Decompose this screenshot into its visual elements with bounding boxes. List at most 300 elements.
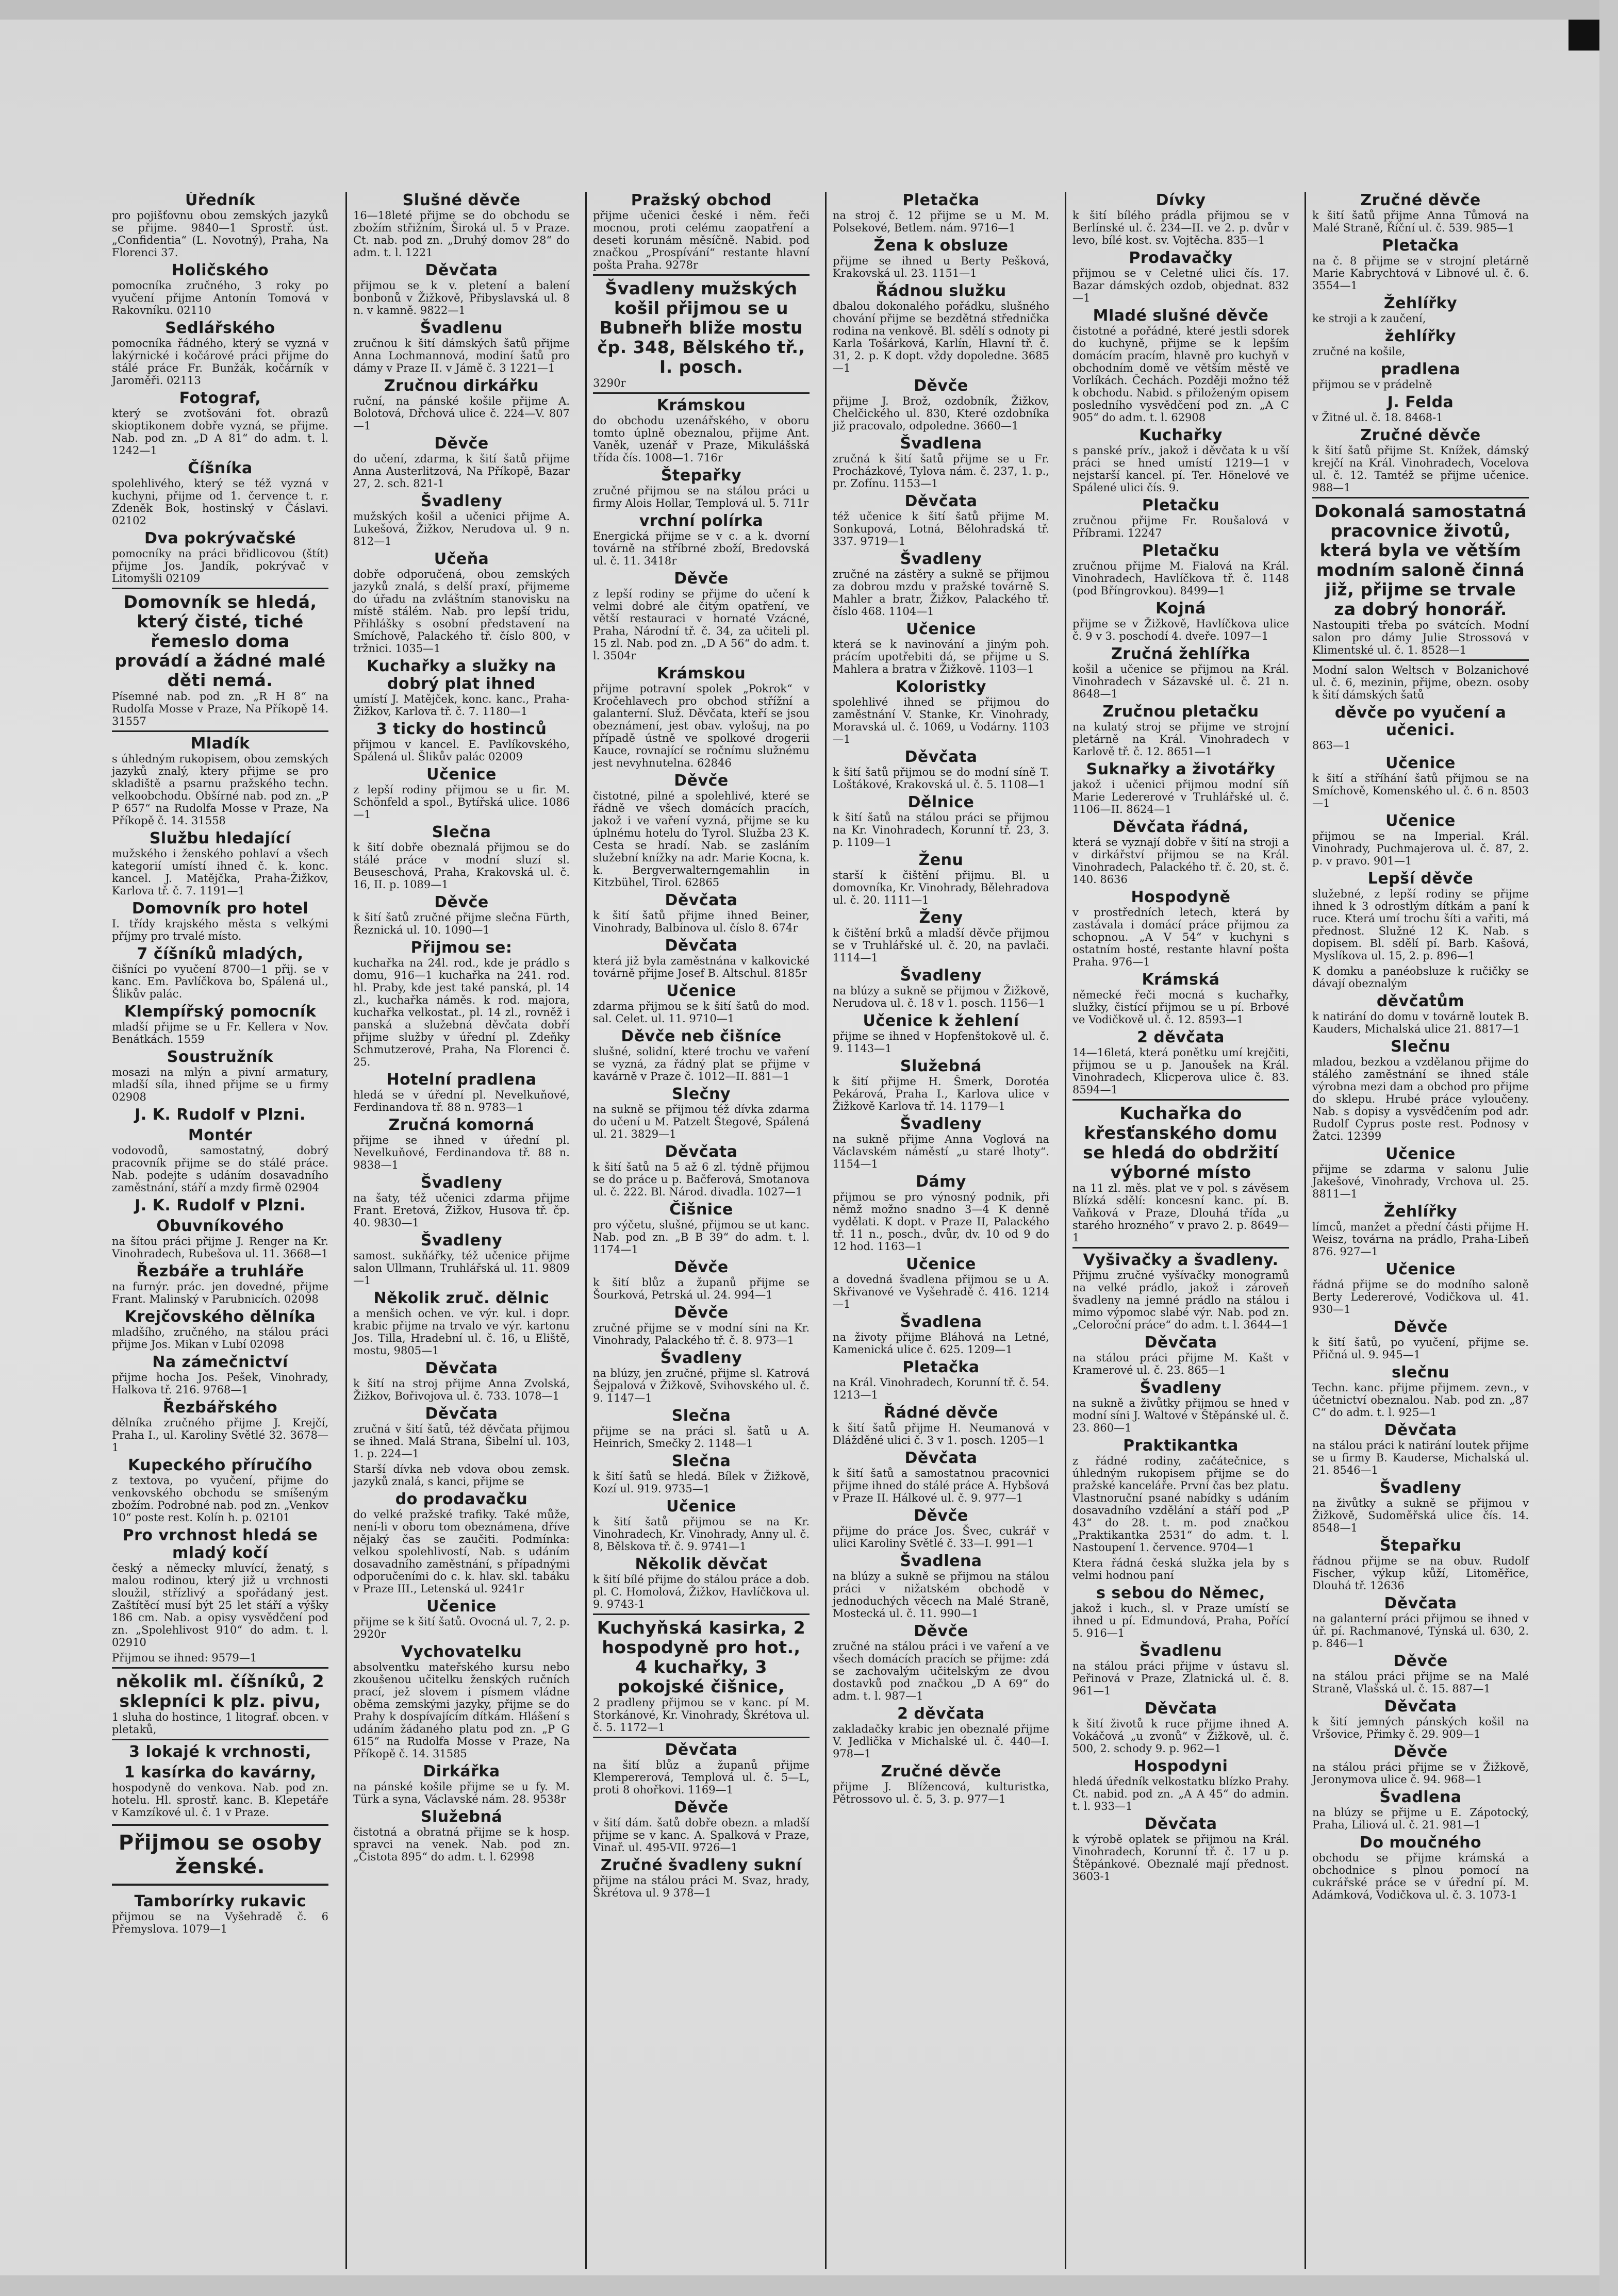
column-4-ads [827, 192, 1054, 1805]
ad-heading: Děvče [914, 1622, 968, 1640]
classified-ad [1312, 1789, 1529, 1831]
ad-heading: Slečnu [1391, 1038, 1450, 1056]
classified-ad [112, 1354, 328, 1396]
classified-ad [1312, 1537, 1529, 1592]
ad-body: absolventku mateřského kursu nebo zkoušenou učitelku ženských ručních prací, jež slovem i písmem vládne oběma zemskými jazyky, přijme se do Prahy k dospívajícím dítkám. Hlášení s udáním žádaného platu pod zn. „P G 615“ na Rudolfa Mosse v Praze, Na Příkopě č. 14. 31585 [353, 1661, 570, 1760]
ad-heading: Vychovatelku [401, 1643, 522, 1661]
column-4 [825, 192, 1054, 2269]
ad-heading: Fotograf, [179, 389, 261, 407]
ad-body: přijmou se k v. pletení a balení bonbonů v Žižkově, Přibyslavská ul. 8 n. v kamně. 9822—1 [353, 279, 570, 317]
ad-heading: Učenice [666, 1498, 736, 1516]
ad-heading: Děvčata [1144, 1700, 1217, 1718]
ad-heading: Řádné děvče [884, 1404, 998, 1422]
ad-body: pro pojišťovnu obou zemských jazyků se přijme. 9840—1 Sprostř. úst. „Confidentia“ (L. Novotný), Praha, Na Florenci 37. [112, 209, 328, 259]
ad-heading: J. K. Rudolf v Plzni. [135, 1196, 306, 1214]
ad-body: ke stroji a k zaučení, [1312, 312, 1426, 325]
ad-body: v prostředních letech, která by zastávala i domácí práce přijmou za schopnou. „A V 54“ v kuchyni s ostatním hosté, restante hlavní pošta Praha. 976—1 [1072, 906, 1289, 968]
classified-ad [1072, 971, 1289, 1026]
ad-body: a dovedná švadlena přijmou se u A. Skřivanové ve Vyšehradě č. 416. 1214—1 [833, 1273, 1049, 1310]
classified-ad [593, 1304, 810, 1346]
classified-ad [833, 435, 1049, 490]
ad-body: ruční, na pánské košile přijme A. Bolotová, Dřchová ulice č. 224—V. 807—1 [353, 395, 570, 432]
ad-heading: Učenice [426, 1598, 497, 1616]
classified-ad [112, 1893, 328, 1935]
ad-heading: Hospodyni [1133, 1757, 1228, 1775]
registration-mark [1569, 20, 1599, 51]
ad-heading: Štepařky [661, 467, 742, 485]
ad-heading: Švadlena [900, 1552, 982, 1570]
classified-ad [353, 1405, 570, 1460]
ad-heading: Kojná [1155, 600, 1206, 618]
ad-heading: Klempířský pomocník [124, 1003, 317, 1021]
ad-body: k šití bílého prádla přijmou se v Berlínské ul. č. 234—II. ve 2. p. dvůr v levo, bílé kost. sv. Vojtěcha. 835—1 [1072, 209, 1289, 246]
classified-ad [353, 894, 570, 936]
classified-ad [833, 794, 1049, 848]
classified-ad [353, 1598, 570, 1640]
classified-ad [593, 1259, 810, 1301]
classified-ad [593, 983, 810, 1025]
ad-heading: Praktikantka [1123, 1437, 1239, 1455]
ad-heading: Děvče [674, 570, 729, 588]
classified-ad [833, 1359, 1049, 1401]
classified-ad [593, 1857, 810, 1899]
ad-heading: Děvče neb čišníce [621, 1027, 782, 1045]
ad-body: na furnýr. prác. jen dovedné, přijme Frant. Malinský v Parubnicích. 02098 [112, 1280, 328, 1305]
ad-heading: Děvčata [904, 492, 978, 510]
column-3 [585, 192, 815, 2269]
ad-heading: Děvče [434, 893, 489, 911]
classified-ad [593, 1498, 810, 1553]
ad-heading: Domovník pro hotel [131, 900, 309, 918]
classified-ad [593, 937, 810, 979]
classified-ad [593, 1613, 810, 1738]
scan-edge-bottom [0, 2275, 1618, 2296]
ad-heading: Dělnice [907, 793, 975, 811]
ad-heading: Děvčata [425, 1359, 498, 1377]
classified-ad [1072, 192, 1289, 246]
classified-ad [1072, 1642, 1289, 1697]
ad-body: do velké pražské trafiky. Také může, není-li v oboru tom obeznámena, dříve nějaký čas se zaučiti. Podmínka: velkou spolehlivostí, Nab. s udáním dosavadního zaměstnání, s případnými odporučeními do c. k. hlav. skl. tabáku v Praze III., Letenská ul. 9241r [353, 1508, 570, 1595]
ad-heading: Zručné děvče [881, 1762, 1001, 1781]
ad-heading: Děvčata [904, 748, 978, 766]
ad-body: z lepší rodiny přijmou se u fir. M. Schönfeld a spol., Bytířská ulice. 1086—1 [353, 784, 570, 821]
ad-body: zručné na zástěry a sukně se přijmou za dobrou mzdu v pražské továrně S. Mahler a bratr, Žižkov, Palackého tř. číslo 468. 1104—1 [833, 568, 1049, 618]
classified-ad [833, 621, 1049, 675]
ad-heading: Učenice [1385, 754, 1456, 772]
classified-ad [1072, 1437, 1289, 1554]
ad-body: hledá se v úřední pl. Nevelkuňové, Ferdinandova tř. 88 n. 9783—1 [353, 1089, 570, 1113]
classified-ad [353, 939, 570, 1068]
ad-body: jakož i učenici přijmou modní síň Marie Ledererové v Truhlářské ul. č. 1106—II. 8624—1 [1072, 778, 1289, 816]
classified-ad [1072, 761, 1289, 816]
ad-heading: Švadlena [900, 435, 982, 453]
ad-heading: Zručnou pletačku [1102, 703, 1259, 721]
classified-ad [593, 1028, 810, 1083]
ad-heading: Děvče [1393, 1318, 1448, 1336]
classified-ad [1312, 1203, 1529, 1258]
ad-body: pomocníka řádného, který se vyzná v lakýrnické i kočárové práci přijme do stálé práce Fr. Bunžák, kočárník v Jaroměři. 02113 [112, 337, 328, 387]
ad-body: k šití šatů přijmou se do modní síně T. Loštákové, Krakovská ul. č. 5. 1108—1 [833, 766, 1049, 791]
ad-body: na šití blůz a županů přijme Klempererová, Templová ul. č. 5—L, proti 8 ohořkovi. 1169—1 [593, 1759, 810, 1796]
ad-body: přijmou se na Imperial. Král. Vinohrady, Puchmajerova ul. č. 87, 2. p. v pravo. 901—1 [1312, 830, 1529, 867]
ad-body: k šití šatů zručné přijme slečna Fürth, Řeznická ul. 10. 1090—1 [353, 911, 570, 936]
ad-heading: Úředník [185, 192, 256, 209]
classified-ad [112, 1743, 328, 1761]
classified-ad [1312, 704, 1529, 752]
ad-heading: Děvčata [904, 1449, 978, 1467]
ad-heading: Zručnou dirkářku [384, 377, 539, 395]
ad-body: Ktera řádná česká služka jela by s velmi hodnou paní [1072, 1557, 1289, 1582]
ad-body: čistotná a obratná přijme se k hosp. spravci na venek. Nab. pod zn. „Čistota 895“ do adm. t. l. 62998 [353, 1826, 570, 1863]
ad-heading: Pletačku [1142, 542, 1220, 560]
ad-body: s úhledným rukopisem, obou zemských jazyků znalý, ktery přijme se pro skladiště a psarnu pražského techn. velkoobchodu. Obšírné nab. pod zn. „P P 657“ na Rudolfa Mosse v Praze, Na Příkopě č. 14. 31558 [112, 753, 328, 827]
ad-body: na životy přijme Bláhová na Letné, Kamenická ulice č. 625. 1209—1 [833, 1331, 1049, 1356]
ad-heading: Učeňa [434, 550, 489, 568]
classified-ad [1072, 249, 1289, 304]
ad-body: přijme J. Brož, ozdobník, Žižkov, Chelčického ul. 830, Které ozdobníka již pracovalo, odpoledne. 3660—1 [833, 395, 1049, 432]
classified-ad [1072, 1334, 1289, 1376]
ad-body: na sukně a živůtky přijmou se hned v modní síni J. Waltové v Štěpánské ul. č. 23. 860—1 [1072, 1397, 1289, 1434]
ad-body: košil a učenice se přijmou na Král. Vinohradech v Sázavské ul. č. 21 n. 8648—1 [1072, 663, 1289, 700]
ad-body: na galanterní práci přijmou se ihned v úř. pí. Rachmanové, Týnská ul. 630, 2. p. 846—1 [1312, 1612, 1529, 1650]
ad-heading: Švadleny [900, 967, 982, 985]
ad-heading: 7 číšníků mladých, [137, 945, 304, 963]
ad-body: k šití šatů přijme ihned Beiner, Vinohrady, Balbínova ul. číslo 8. 674r [593, 909, 810, 934]
ad-heading: J. K. Rudolf v Plzni. [135, 1106, 306, 1124]
ad-body: z řádné rodiny, začátečnice, s úhledným rukopisem přijme se do pražské kanceláře. První čas bez platu. Vlastnoruční psané nabídky s udáním dosavadního vzdělání a stáří pod „P 43“ do 28. t. m. pod značkou „Praktikantka 2531“ do adm. t. l. Nastoupení 1. července. 9704—1 [1072, 1455, 1289, 1554]
ad-body: 2 pradleny přijmou se v kanc. pí M. Storkánové, Kr. Vinohrady, Škrétova ul. č. 5. 1172—1 [593, 1696, 810, 1734]
classified-ad [353, 493, 570, 547]
ad-body: mladšího, zručného, na stálou práci přijme Jos. Mikan v Lubí 02098 [112, 1326, 328, 1351]
ad-body: z lepší rodiny se přijme do učení k velmi dobré ale čitým opatření, ve větší restauraci v hornaté Vzácné, Praha, Národní tř. č. 34, za učiteli pl. 15 zl. Nab. pod zn. „D A 56“ do adm. t. l. 3504r [593, 588, 810, 662]
ad-body: přijme se v Žižkově, Havlíčkova ulice č. 9 v 3. poschodí 4. dveře. 1097—1 [1072, 618, 1289, 642]
classified-ad [593, 1201, 810, 1256]
ad-heading: Hotelní pradlena [386, 1071, 537, 1089]
classified-ad [353, 1174, 570, 1229]
ad-body: s panské prív., jakož i děvčata k u vší práci se hned umístí 1219—1 v nejstarší kancel. pí. Ter. Hönelové ve Spálené ulici čís. 9. [1072, 444, 1289, 494]
ad-heading: Švadleny [900, 1115, 982, 1133]
ad-body: která se k navinování a jiným poh. prácím upotřebiti dá, se přijme u S. Mahlera a bratra v Žižkově. 1103—1 [833, 638, 1049, 675]
ad-body: na sukně přijme Anna Voglová na Václavském náměstí „u staré lhoty“. 1154—1 [833, 1133, 1049, 1170]
ad-heading: 3 lokajé k vrchnosti, [129, 1743, 311, 1761]
ad-body: na stálou práci přijme M. Kašt v Kramerové ul. č. 23. 865—1 [1072, 1352, 1289, 1376]
ad-heading: Děvčata [665, 937, 738, 955]
ad-body: 863—1 [1312, 739, 1351, 752]
ad-heading: Učenice [1385, 1145, 1456, 1163]
ad-heading: Do moučného [1359, 1834, 1482, 1852]
ad-body: přijmou se pro výnosný podnik, při němž možno snadno 3—4 K denně vydělati. K dopt. v Praze II, Palackého tř. 11 n., posch., dvůr, dv. 10 od 9 do 12 hod. 1163—1 [833, 1191, 1049, 1253]
ad-heading: 2 děvčata [897, 1705, 985, 1723]
ad-heading: Pletačka [902, 192, 980, 209]
ad-body: k šití šatů na stálou práci se přijmou na Kr. Vinohradech, Korunní tř. 23, 3. p. 1109—1 [833, 811, 1049, 848]
ad-body: k šití šatů, po vyučení, přijme se. Přičná ul. 9. 945—1 [1312, 1336, 1529, 1361]
ad-heading: Službu hledající [149, 829, 291, 847]
ad-body: přijme se ihned v úřední pl. Nevelkuňové, Ferdinandova tř. 88 n. 9838—1 [353, 1134, 570, 1171]
ad-heading: Obuvníkového [156, 1217, 284, 1235]
ad-heading: Prodavačky [1129, 249, 1233, 267]
ad-body: zručnou k šití dámských šatů přijme Anna Lochmannová, modiní šatů pro dámy v Praze II. v Jámě č. 3 1221—1 [353, 337, 570, 374]
classified-ad [112, 1527, 328, 1649]
ad-body: hledá úředník velkostatku blízko Prahy. Ct. nabid. pod zn. „A A 45“ do admin. t. l. 933—1 [1072, 1775, 1289, 1812]
ad-body: pro výčetu, slušné, přijmou se ut kanc. Nab. pod zn. „B B 39“ do adm. t. l. 1174—1 [593, 1219, 810, 1256]
ad-heading: Několik děvčat [635, 1555, 768, 1573]
column-5 [1065, 192, 1294, 2269]
ad-body: starší k čištění přijmu. Bl. u domovníka, Kr. Vinohrady, Bělehradova ul. č. 20. 1111—1 [833, 869, 1049, 906]
classified-ad [593, 892, 810, 934]
ad-heading: děvče po vyučení a učenici. [1334, 704, 1507, 739]
ad-body: na živůtky a sukně se přijmou v Žižkově, Sudoměřská ulice čís. 14. 8548—1 [1312, 1497, 1529, 1534]
ad-body: pomocníka zručného, 3 roky po vyučení přijme Antonín Tomová v Rakovníku. 02110 [112, 279, 328, 317]
classified-ad [1072, 497, 1289, 539]
classified-ad [833, 1763, 1049, 1805]
ad-heading: Slušné děvče [402, 192, 521, 209]
classified-ad [593, 1086, 810, 1140]
ad-heading: Soustružník [167, 1048, 274, 1066]
classified-ad [833, 282, 1049, 374]
ad-body: na pánské košile přijme se u fy. M. Türk a syna, Václavské nám. 28. 9538r [353, 1781, 570, 1805]
ad-body: dělníka zručného přijme J. Krejčí, Praha I., ul. Karoliny Světlé 32. 3678—1 [112, 1417, 328, 1454]
scan-edge-top [0, 0, 1618, 20]
ad-heading: Švadleny mužských košil přijmou se u Bubneřh bliže mostu čp. 348, Bělského tř., I. posch. [597, 278, 805, 377]
ad-body: 16—18leté přijme se do obchodu se zbožím střižním, Široká ul. 5 v Praze. Ct. nab. pod zn. „Druhý domov 28“ do adm. t. l. 1221 [353, 209, 570, 259]
ad-heading: slečnu [1392, 1363, 1449, 1382]
classified-ad [1312, 1261, 1529, 1316]
ad-heading: Žehlířky [1383, 294, 1458, 312]
ad-body: zručnou přijme M. Fialová na Král. Vinohradech, Havlíčkova tř. č. 1148 (pod Bříngrovkou). 8499—1 [1072, 560, 1289, 597]
ad-body: samost. sukňářky, též učenice přijme salon Ullmann, Truhlářská ul. 11. 9809—1 [353, 1250, 570, 1287]
ad-body: na sukně se přijmou též dívka zdarma do učení u M. Patzelt Štegové, Spálená ul. 21. 3829—1 [593, 1103, 810, 1140]
classified-ad [833, 1173, 1049, 1253]
classified-ad [833, 1256, 1049, 1310]
ad-heading: Dirkářka [423, 1762, 500, 1781]
classified-ad [1312, 1743, 1529, 1786]
classified-ad [353, 1463, 570, 1488]
ad-body: k šití blůz a županů přijme se Šourková, Petrská ul. 24. 994—1 [593, 1276, 810, 1301]
classified-ad [593, 570, 810, 662]
ad-heading: Děvčata [665, 1741, 738, 1759]
classified-ad [1312, 237, 1529, 292]
ad-heading: vrchní polírka [639, 512, 764, 530]
ad-body: dobře odporučená, obou zemských jazyků znalá, s delší praxí, přijmeme do úřadu na zvláštním stanovisku na místě stálém. Nab. pro lepší tridu, Přihlášky s osobní představení na Smíchově, Palackého tř. číslo 800, v tržnici. 1035—1 [353, 568, 570, 655]
classified-columns [106, 192, 1544, 2269]
classified-ad [833, 852, 1049, 906]
ad-heading: Švadleny [900, 550, 982, 568]
ad-body: na šítou práci přijme J. Renger na Kr. Vinohradech, Rubešova ul. 11. 3668—1 [112, 1235, 328, 1260]
classified-ad [1312, 1422, 1529, 1476]
ad-body: který se zvotšováni fot. obrazů skioptikonem dobře vyzná, se přijme. Nab. pod zn. „D A 81“ do adm. t. l. 1242—1 [112, 407, 328, 457]
ad-heading: Zručné děvče [1360, 192, 1481, 209]
classified-ad [353, 320, 570, 374]
ad-heading: Řezbáře a truhláře [136, 1262, 304, 1280]
classified-ad [593, 1453, 810, 1495]
column-3-ads [587, 192, 815, 1899]
ad-heading: Učenice [1385, 812, 1456, 830]
classified-ad [593, 512, 810, 567]
classified-ad [1072, 819, 1289, 886]
ad-heading: 1 kasírka do kavárny, [124, 1763, 317, 1782]
classified-ad [1312, 497, 1529, 661]
ad-body: čistotné, pilné a spolehlivé, které se řádně ve všech domácích pracích, jakož i ve vaření vyzná, přijme se ku úplnému hotelu do Tyrol. Služba 23 K. Cesta se hradí. Nab. se zasláním služební knížky na adr. Marie Kocna, k. k. Bergverwalterngemahlin in Kitzbühel, Tirol. 62865 [593, 790, 810, 889]
ad-body: pomocníky na práci břidlicovou (štít) přijme Jos. Jandík, pokrývač v Litomyšli 02109 [112, 547, 328, 585]
ad-body: na Král. Vinohradech, Korunní tř. č. 54. 1213—1 [833, 1376, 1049, 1401]
ad-body: Přijmu zručné vyšívačky monogramů na velké prádlo, jakož i zároveň švadleny na jemné prádlo na stálou i mimo výpomoc slabé výr. Nab. pod zn. „Celoroční práce“ do adm. t. l. 3644—1 [1072, 1269, 1289, 1331]
ad-heading: Mladík [190, 735, 250, 753]
classified-ad [112, 320, 328, 387]
ad-body: Techn. kanc. přijme přijmem. zevn., v účetnictví obeznalou. Nab. pod zn. „87 C“ do adm. t. l. 925—1 [1312, 1382, 1529, 1419]
ad-heading: Krámskou [656, 396, 746, 414]
classified-ad [1312, 664, 1529, 701]
ad-body: k šití šatů přijmou se na Kr. Vinohradech, Kr. Vinohrady, Anny ul. č. 8, Bělskova tř. č. 9. 9741—1 [593, 1516, 810, 1553]
classified-ad [1312, 1595, 1529, 1650]
ad-heading: Děvče [434, 435, 489, 453]
classified-ad [353, 1290, 570, 1357]
ad-body: čišníci po vyučení 8700—1 přij. se v kanc. Em. Pavlíčkova bo, Spálená ul., Šlikův palác. [112, 963, 328, 1000]
ad-body: v šití dám. šatů dobře obezn. a mladší přijme se v kanc. A. Spalková v Praze, Vinař. ul. 495-VII. 9726—1 [593, 1817, 810, 1854]
classified-ad [1072, 1379, 1289, 1434]
ad-body: zručné přijmou se na stálou práci u firmy Alois Hollar, Templová ul. 5. 711r [593, 485, 810, 509]
classified-ad [593, 467, 810, 509]
ad-heading: Žehlířky [1383, 1203, 1458, 1221]
classified-ad [112, 1106, 328, 1124]
ad-body: Písemné nab. pod zn. „R H 8“ na Rudolfa Mosse v Praze, Na Příkopě 14. 31557 [112, 690, 328, 727]
ad-body: zručnou přijme Fr. Roušalová v Příbrami. 12247 [1072, 514, 1289, 539]
classified-ad [833, 1012, 1049, 1055]
ad-heading: Švadlenu [1139, 1642, 1223, 1660]
ad-heading: 3 ticky do hostinců [376, 720, 547, 738]
ad-body: z textova, po vyučení, přijme do venkovského obchodu se smíšeným zbožím. Podrobné nab. pod zn. „Venkov 10“ poste rest. Kolín h. p. 02101 [112, 1474, 328, 1524]
ad-body: k šití šatů přijme Anna Tůmová na Malé Straně, Říční ul. č. 539. 985—1 [1312, 209, 1529, 234]
column-2 [345, 192, 575, 2269]
classified-ad [1312, 1834, 1529, 1901]
ad-body: na stálou práci přijme v ústavu sl. Peřinová v Praze, Zlatnická ul. č. 8. 961—1 [1072, 1660, 1289, 1697]
classified-ad [833, 678, 1049, 745]
ad-heading: Děvče [674, 1304, 729, 1322]
ad-body: mladou, bezkou a vzdělanou přijme do stálého zaměstnání se ihned stále výrobna mezi dam a obchod pro přijme do sklepu. Hrubé práce vyloučeny. Nab. s dopisy a vysvědčením pod adr. Rudolf Cyprus poste rest. Podnosy v Žatci. 12399 [1312, 1056, 1529, 1142]
ad-heading: Krámskou [656, 664, 746, 683]
classified-ad [1072, 1557, 1289, 1582]
ad-heading: Švadlena [900, 1313, 982, 1331]
ad-body: a menšich ochen. ve výr. kul. i dopr. krabic přijme na trvalo ve výr. kartonu Jos. Tilla, Hradební ul. č. 16, u Eliště, mostu, 9805—1 [353, 1307, 570, 1357]
ad-body: mužských košil a učenici přijme A. Lukešová, Žižkov, Nerudova ul. 9 n. 812—1 [353, 510, 570, 547]
ad-body: mladší přijme se u Fr. Kellera v Nov. Benátkách. 1559 [112, 1021, 328, 1045]
ad-body: na č. 8 přijme se v strojní pletárně Marie Kabrychtová v Libnové ul. č. 6. 3554—1 [1312, 255, 1529, 292]
ad-heading: Zručné děvče [1360, 426, 1481, 444]
ad-heading: Přijmou se: [410, 939, 513, 957]
ad-body: zručné na košile, [1312, 345, 1406, 358]
ad-heading: Děvčata [1384, 1698, 1457, 1716]
classified-ad [1312, 870, 1529, 962]
classified-ad [1312, 1319, 1529, 1361]
classified-ad [112, 1197, 328, 1214]
ad-heading: Pražský obchod [631, 192, 772, 209]
ad-body: na kulatý stroj se přijme ve strojní pletárně na Král. Vinohradech v Karlově tř. č. 12. 8651—1 [1072, 721, 1289, 758]
classified-ad [833, 493, 1049, 547]
ad-heading: Ženy [919, 909, 963, 927]
classified-ad [1072, 600, 1289, 642]
ad-heading: Tamborírky rukavic [134, 1892, 306, 1910]
classified-ad [1072, 703, 1289, 758]
ad-heading: Děvčata [425, 261, 498, 279]
ad-body: k natirání do domu v továrně loutek B. Kauders, Michalská ulice 21. 8817—1 [1312, 1010, 1529, 1035]
ad-heading: do prodavačku [395, 1490, 528, 1508]
classified-ad [353, 192, 570, 259]
ad-body: k šití životů k ruce přijme ihned A. Vokáčová „u zvonů“ v Žižkově, ul. č. 500, 2. schody 9. p. 962—1 [1072, 1718, 1289, 1755]
ad-heading: Děvče [674, 1258, 729, 1276]
classified-ad [593, 1407, 810, 1450]
ad-body: která již byla zaměstnána v kalkovické továrně přijme Josef B. Altschul. 8185r [593, 955, 810, 979]
ad-heading: Švadleny [420, 1232, 503, 1250]
classified-ad [1072, 307, 1289, 424]
classified-ad [1072, 1099, 1289, 1249]
ad-body: přijme učenici české i něm. řeči mocnou, proti celému zaopatření a deseti korunám měsíčně. Nabid. pod značkou „Prospívání“ restante hlavní pošta Praha. 9278r [593, 209, 810, 271]
ad-body: k výrobě oplatek se přijmou na Král. Vinohradech, Korunní tř. č. 17 u p. Štěpánkové. Obeznalé mají přednost. 3603-1 [1072, 1833, 1289, 1883]
ad-heading: Kuchařka do křesťanského domu se hledá do obdržití výborné místo [1083, 1103, 1279, 1182]
ad-body: k šití dobře obeznalá přijmou se do stálé práce v modní sluzí sl. Beuseschová, Praha, Krakovská ul. č. 16, II. p. 1089—1 [353, 841, 570, 891]
ad-body: Přijmou se ihned: 9579—1 [112, 1652, 257, 1664]
classified-ad [112, 530, 328, 585]
classified-ad [833, 1058, 1049, 1112]
ad-body: přijme na stálou práci M. Svaz, hrady, Škrétova ul. 9 378—1 [593, 1874, 810, 1899]
classified-ad [1312, 1038, 1529, 1142]
classified-ad [1312, 1145, 1529, 1200]
classified-ad [353, 1763, 570, 1805]
classified-ad [353, 658, 570, 718]
ad-heading: Pletačka [1382, 237, 1459, 255]
ad-heading: Dámy [916, 1173, 966, 1191]
ad-body: na blúzy a sukně se přijmou na stálou práci v nižatském obchodě v jednoduchých věcech na Malé Straně, Mostecká ul. č. 11. 990—1 [833, 1570, 1049, 1620]
ad-heading: Švadlena [1379, 1788, 1462, 1806]
ad-body: spolehlivého, který se též vyzná v kuchyni, přijme od 1. července t. r. Zdeněk Bok, hostinský v Čáslavi. 02102 [112, 477, 328, 527]
ad-body: přijme se na práci sl. šatů u A. Heinrich, Smečky 2. 1148—1 [593, 1425, 810, 1450]
ad-heading: Hospodyně [1131, 888, 1231, 906]
ad-body: k šití na stroj přijme Anna Zvolská, Žižkov, Bořivojova ul. č. 733. 1078—1 [353, 1377, 570, 1402]
ad-heading: Domovník se hledá, který čisté, tiché řemeslo doma provádí a žádné malé děti nemá. [114, 592, 326, 690]
classified-ad [833, 1313, 1049, 1356]
ad-heading: Švadleny [660, 1349, 742, 1367]
ad-heading: Kuchařky [1139, 426, 1223, 444]
ad-heading: Zručná žehlířka [1111, 645, 1250, 663]
ad-heading: Dokonalá samostatná pracovnice životů, která byla ve větším modním saloně činná již, přijme se trvale za dobrý honorář. [1314, 501, 1527, 619]
classified-ad [112, 192, 328, 259]
classified-ad [593, 397, 810, 464]
classified-ad [833, 1404, 1049, 1446]
classified-ad [112, 1218, 328, 1260]
classified-ad [112, 1263, 328, 1305]
classified-ad [1312, 755, 1529, 809]
classified-ad [833, 551, 1049, 618]
ad-body: přijme J. Blížencová, kulturistka, Pětrossovo ul. č. 5, 3. p. 977—1 [833, 1781, 1049, 1805]
ad-heading: Štepařku [1379, 1537, 1462, 1555]
ad-body: na stálou práci přijme se na Malé Straně, Vlašská ul. č. 15. 887—1 [1312, 1670, 1529, 1695]
ad-heading: Slečna [432, 823, 491, 841]
ad-heading: Slečna [671, 1452, 731, 1470]
classified-ad [112, 1003, 328, 1045]
ad-body: jakož i kuch., sl. v Praze umístí se ihned u pí. Edmundová, Praha, Pořící 5. 916—1 [1072, 1602, 1289, 1639]
ad-heading: s sebou do Němec, [1096, 1584, 1265, 1602]
classified-ad [112, 588, 328, 732]
ad-heading: Kupeckého příručího [128, 1456, 312, 1474]
ad-heading: Děvčata řádná, [1112, 818, 1249, 836]
classified-ad [353, 1808, 570, 1863]
classified-ad [1312, 1479, 1529, 1534]
ad-heading: Krámská [1142, 971, 1220, 989]
ad-body: na blúzy a sukně se přijmou v Žižkově, Nerudova ul. č. 18 v 1. posch. 1156—1 [833, 985, 1049, 1009]
ad-heading: Kuchařky a služky na dobrý plat ihned [367, 657, 556, 693]
ad-body: přijmou se na Vyšehradě č. 6 Přemyslova. 1079—1 [112, 1910, 328, 1935]
ad-body: zakladačky krabic jen obeznalé přijme V. Jedlička v Michalské ul. č. 440—I. 978—1 [833, 1723, 1049, 1760]
ad-heading: Lepší děvče [1367, 870, 1474, 888]
classified-ad [1312, 427, 1529, 494]
